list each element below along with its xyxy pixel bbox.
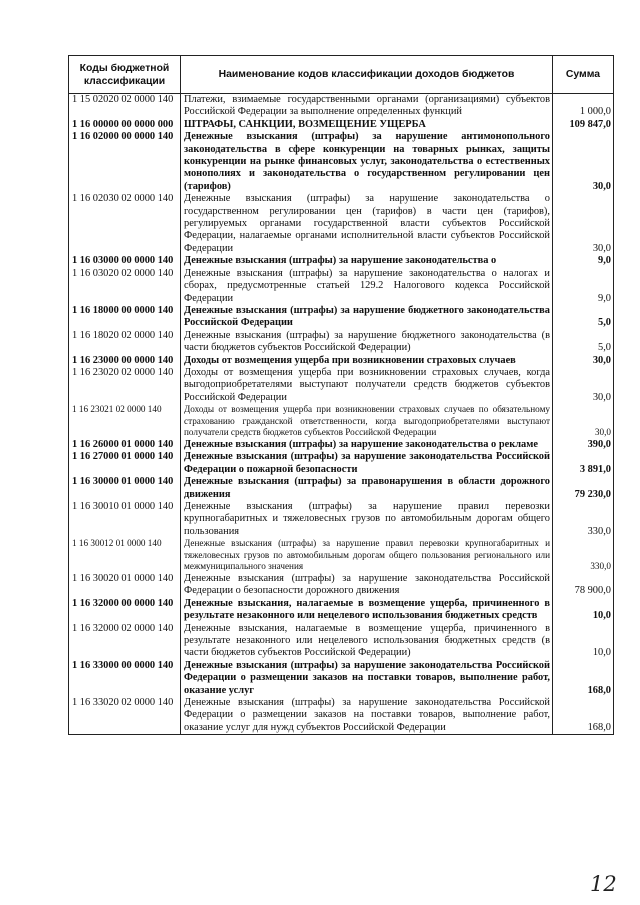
- table-row: [69, 573, 614, 598]
- row-code: 1 15 02020 02 0000 140: [69, 94, 181, 119]
- table-row: [69, 305, 614, 330]
- row-code: 1 16 18020 02 0000 140: [69, 330, 181, 355]
- row-sum: 30,0: [553, 404, 614, 439]
- row-sum: 30,0: [553, 367, 614, 404]
- row-sum: 109 847,0: [553, 119, 614, 131]
- table-row: [69, 660, 614, 697]
- row-sum: 390,0: [553, 439, 614, 451]
- table-row: [69, 697, 614, 735]
- row-code: 1 16 27000 01 0000 140: [69, 451, 181, 476]
- table-row: [69, 451, 614, 476]
- row-name: Доходы от возмещения ущерба при возникновении страховых случаев по обязательному страхованию гражданской ответственности, когда выгодоприобретателями выступают получатели средств бюджетов субъектов Российской Федерации: [181, 404, 553, 439]
- table-row: [69, 131, 614, 193]
- row-name: Денежные взыскания (штрафы) за нарушение правил перевозки крупногабаритных и тяжеловесных грузов по автомобильным дорогам общего пользования: [181, 501, 553, 538]
- table-row: [69, 119, 614, 131]
- row-sum: 330,0: [553, 501, 614, 538]
- header-code: Коды бюджетной классификации: [69, 56, 181, 94]
- table-row: [69, 538, 614, 573]
- table-row: [69, 404, 614, 439]
- row-code: 1 16 32000 00 0000 140: [69, 598, 181, 623]
- row-code: 1 16 23021 02 0000 140: [69, 404, 181, 439]
- row-code: 1 16 26000 01 0000 140: [69, 439, 181, 451]
- table-row: [69, 193, 614, 255]
- page-number: 12: [590, 872, 617, 896]
- row-sum: 10,0: [553, 598, 614, 623]
- row-sum: 168,0: [553, 660, 614, 697]
- table-row: [69, 355, 614, 367]
- table-row: [69, 367, 614, 404]
- table-row: [69, 255, 614, 267]
- table-row: [69, 94, 614, 119]
- row-name: Доходы от возмещения ущерба при возникновении страховых случаев, когда выгодоприобретателями выступают получатели средств бюджетов субъектов Российской Федерации: [181, 367, 553, 404]
- row-code: 1 16 32000 02 0000 140: [69, 623, 181, 660]
- row-name: Денежные взыскания (штрафы) за нарушение бюджетного законодательства (в части бюджетов субъектов Российской Федерации): [181, 330, 553, 355]
- row-code: 1 16 03000 00 0000 140: [69, 255, 181, 267]
- row-name: Денежные взыскания (штрафы) за нарушение законодательства Российской Федерации о размещении заказов на поставки товаров, выполнение работ, оказание услуг для нужд субъектов Российской Федерации: [181, 697, 553, 735]
- table-body: [69, 94, 614, 735]
- row-sum: 9,0: [553, 255, 614, 267]
- row-sum: 79 230,0: [553, 476, 614, 501]
- row-sum: 330,0: [553, 538, 614, 573]
- row-code: 1 16 23020 02 0000 140: [69, 367, 181, 404]
- row-code: 1 16 33000 00 0000 140: [69, 660, 181, 697]
- row-sum: 3 891,0: [553, 451, 614, 476]
- table-row: [69, 598, 614, 623]
- row-name: Денежные взыскания (штрафы) за нарушение законодательства о налогах и сборах, предусмотренные статьей 129.2 Налогового кодекса Российской Федерации: [181, 268, 553, 305]
- row-sum: 30,0: [553, 131, 614, 193]
- row-sum: 5,0: [553, 305, 614, 330]
- row-name: Платежи, взимаемые государственными органами (организациями) субъектов Российской Федерации за выполнение определенных функций: [181, 94, 553, 119]
- row-sum: 30,0: [553, 193, 614, 255]
- row-name: Денежные взыскания (штрафы) за нарушение законодательства Российской Федерации о безопасности дорожного движения: [181, 573, 553, 598]
- row-code: 1 16 30012 01 0000 140: [69, 538, 181, 573]
- row-sum: 5,0: [553, 330, 614, 355]
- row-sum: 10,0: [553, 623, 614, 660]
- row-name: Денежные взыскания (штрафы) за нарушение правил перевозки крупногабаритных и тяжеловесных грузов по автомобильным дорогам общего пользования регионального или межмуниципального значения: [181, 538, 553, 573]
- row-code: 1 16 23000 00 0000 140: [69, 355, 181, 367]
- row-name: Денежные взыскания (штрафы) за правонарушения в области дорожного движения: [181, 476, 553, 501]
- row-sum: 30,0: [553, 355, 614, 367]
- row-name: Денежные взыскания (штрафы) за нарушение законодательства о рекламе: [181, 439, 553, 451]
- row-sum: 168,0: [553, 697, 614, 735]
- header-name: Наименование кодов классификации доходов бюджетов: [181, 56, 553, 94]
- row-code: 1 16 18000 00 0000 140: [69, 305, 181, 330]
- row-name: Денежные взыскания (штрафы) за нарушение законодательства о государственном регулировании цен (тарифов) в части цен (тарифов), регулируемых органами государственной власти субъектов Российской Федерации, налагаемые органами исполнительной власти субъектов Российской Федерации: [181, 193, 553, 255]
- table-row: [69, 501, 614, 538]
- header-sum: Сумма: [553, 56, 614, 94]
- row-code: 1 16 30020 01 0000 140: [69, 573, 181, 598]
- table-row: [69, 439, 614, 451]
- row-code: 1 16 02000 00 0000 140: [69, 131, 181, 193]
- row-code: 1 16 00000 00 0000 000: [69, 119, 181, 131]
- row-sum: 78 900,0: [553, 573, 614, 598]
- row-sum: 9,0: [553, 268, 614, 305]
- row-name: Денежные взыскания, налагаемые в возмещение ущерба, причиненного в результате незаконного или нецелевого использования бюджетных средств: [181, 598, 553, 623]
- row-name: Денежные взыскания (штрафы) за нарушение законодательства Российской Федерации о размещении заказов на поставки товаров, выполнение работ, оказание услуг: [181, 660, 553, 697]
- row-code: 1 16 02030 02 0000 140: [69, 193, 181, 255]
- row-name: Денежные взыскания, налагаемые в возмещение ущерба, причиненного в результате незаконного или нецелевого использования бюджетных средств (в части бюджетов субъектов Российской Федерации): [181, 623, 553, 660]
- row-code: 1 16 30010 01 0000 140: [69, 501, 181, 538]
- table-row: [69, 623, 614, 660]
- table-row: [69, 330, 614, 355]
- row-sum: 1 000,0: [553, 94, 614, 119]
- row-name: Денежные взыскания (штрафы) за нарушение законодательства о: [181, 255, 553, 267]
- row-name: Денежные взыскания (штрафы) за нарушение законодательства Российской Федерации о пожарной безопасности: [181, 451, 553, 476]
- table-row: [69, 268, 614, 305]
- row-name: Денежные взыскания (штрафы) за нарушение антимонопольного законодательства в сфере конкуренции на товарных рынках, защиты конкуренции на рынке финансовых услуг, законодательства о естественных монополиях и законодательства о государственном регулировании цен (тарифов): [181, 131, 553, 193]
- row-code: 1 16 03020 02 0000 140: [69, 268, 181, 305]
- row-name: ШТРАФЫ, САНКЦИИ, ВОЗМЕЩЕНИЕ УЩЕРБА: [181, 119, 553, 131]
- budget-revenue-table: [68, 55, 614, 735]
- table-header-row: [69, 56, 614, 94]
- table-row: [69, 476, 614, 501]
- row-name: Денежные взыскания (штрафы) за нарушение бюджетного законодательства Российской Федерации: [181, 305, 553, 330]
- row-code: 1 16 33020 02 0000 140: [69, 697, 181, 735]
- row-code: 1 16 30000 01 0000 140: [69, 476, 181, 501]
- row-name: Доходы от возмещения ущерба при возникновении страховых случаев: [181, 355, 553, 367]
